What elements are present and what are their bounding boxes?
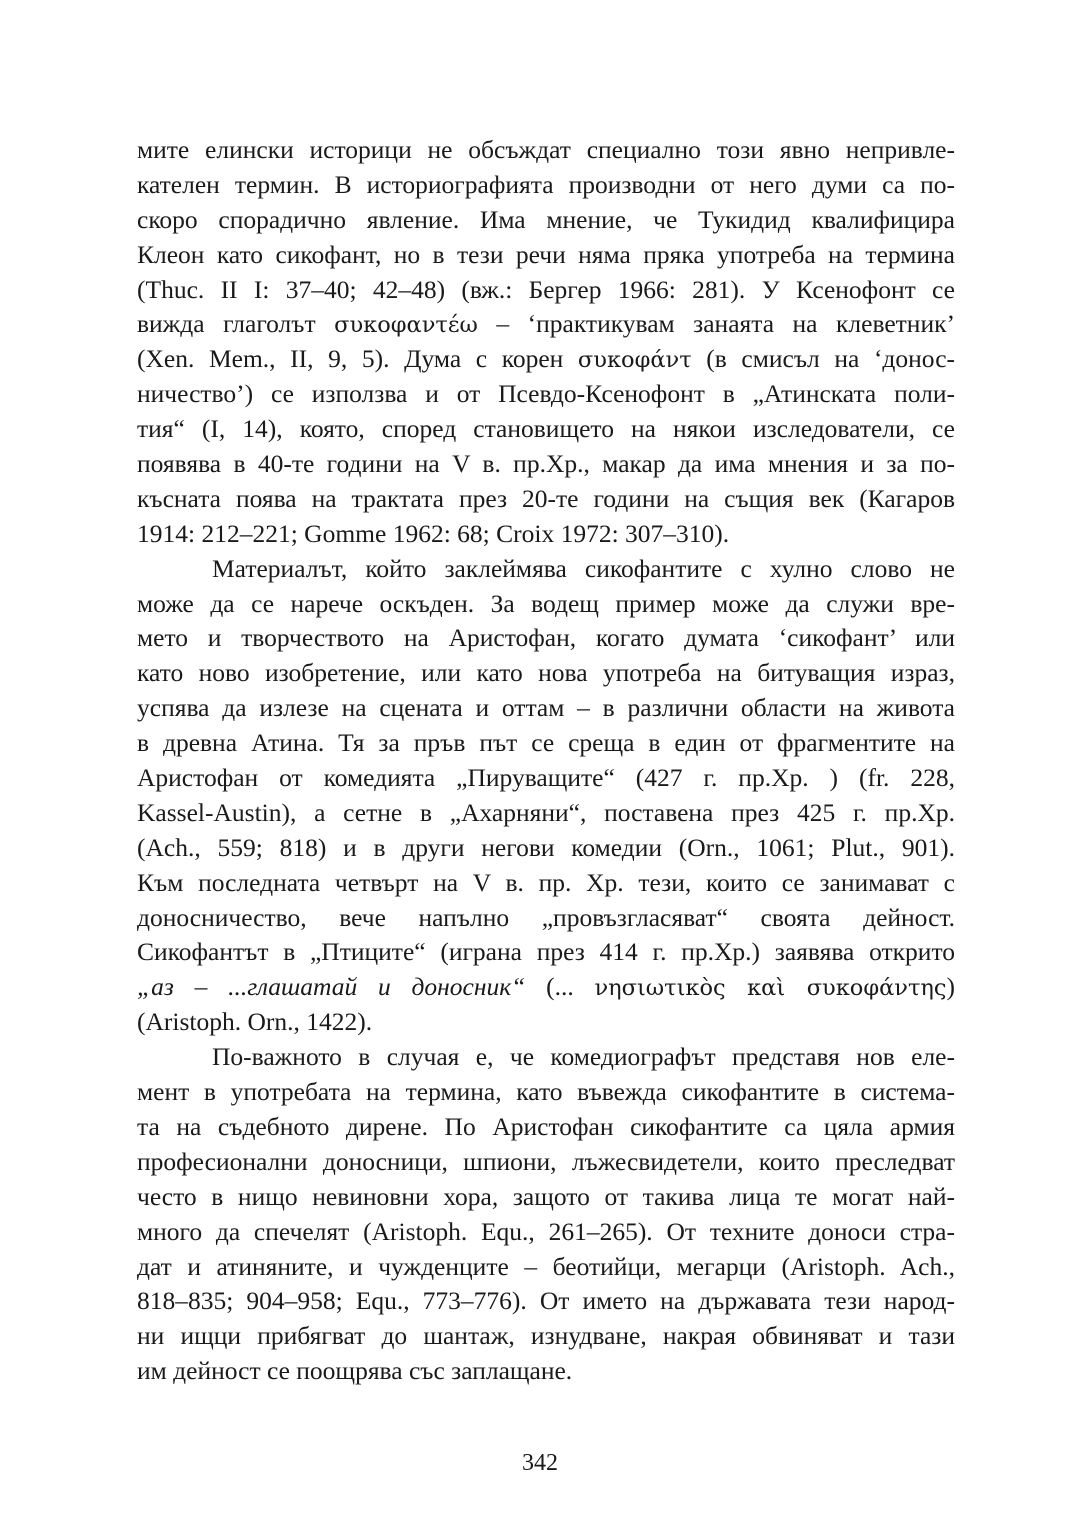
text-line: им дейност се поощрява със заплащане. (137, 1356, 573, 1386)
text-line: Kassel-Austin), а сетне в „Ахарняни“, поставена през 425 г. пр.Хр. (137, 797, 955, 827)
text-line: може да се нарече оскъден. За водещ пример може да служи вре- (137, 588, 955, 618)
text-body (137, 133, 955, 1389)
text-line: (Thuc. II I: 37–40; 42–48) (вж.: Бергер 1966: 281). У Ксенофонт се (137, 274, 955, 304)
text-line: 818–835; 904–958; Equ., 773–776). От името на държавата тези народ- (137, 1286, 955, 1316)
text-line: Сикофантът в „Птиците“ (играна през 414 г. пр.Хр.) заявява открито (137, 937, 955, 967)
text-line: тия“ (I, 14), която, според становището на някои изследователи, се (137, 414, 955, 444)
paragraph-3 (137, 1040, 955, 1389)
text-line: 1914: 212–221; Gomme 1962: 68; Croix 1972: 307–310). (137, 518, 730, 548)
text-line: кателен термин. В историографията производни от него думи са по- (137, 169, 955, 199)
text-line: професионални доносници, шпиони, лъжесвидетели, които преследват (137, 1146, 955, 1176)
text-line: Аристофан от комедията „Пируващите“ (427 г. пр.Хр. ) (fr. 228, (137, 763, 955, 793)
text-line: вижда глаголът συκοφαντέω – ‘практикувам занаята на клеветник’ (137, 309, 955, 339)
text-line: (Aristoph. Orn., 1422). (137, 1007, 373, 1037)
paragraph-1 (137, 133, 955, 552)
text-line: мите елински историци не обсъждат специално този явно непривле- (137, 135, 955, 164)
text-line: скоро спорадично явление. Има мнение, че Тукидид квалифицира (137, 204, 955, 234)
paragraph-2 (137, 552, 955, 1040)
text-line: мето и творчеството на Аристофан, когато думата ‘сикофант’ или (137, 623, 955, 653)
text-line: в древна Атина. Тя за пръв път се среща в един от фрагментите на (137, 728, 955, 758)
text-line: ничество’) се използва и от Псевдо-Ксенофонт в „Атинската поли- (137, 379, 955, 409)
text-line: мент в употребата на термина, като въвежда сикофантите в система- (137, 1077, 955, 1107)
text-line: та на съдебното дирене. По Аристофан сикофантите са цяла армия (137, 1111, 955, 1141)
text-line: „аз – ...глашатай и доносник“ (... νησιωτικὸς καὶ συκοφάντης) (137, 972, 956, 1002)
text-line: Материалът, който заклеймява сикофантите с хулно слово не (212, 553, 955, 583)
text-line: много да спечелят (Aristoph. Equ., 261–265). От техните доноси стра- (137, 1216, 955, 1246)
italic-quote: „аз – ...глашатай и доносник“ (137, 972, 526, 1002)
text-line: успява да излезе на сцената и оттам – в различни области на живота (137, 693, 955, 723)
greek-term: νησιωτικὸς καὶ συκοφάντης (594, 975, 947, 1002)
text-line: Към последната четвърт на V в. пр. Хр. тези, които се занимават с (137, 867, 955, 897)
text-line: (Ach., 559; 818) и в други негови комедии (Orn., 1061; Plut., 901). (137, 832, 955, 862)
text-line: По-важното в случая е, че комедиографът представя нов еле- (212, 1042, 955, 1072)
text-line: като ново изобретение, или като нова употреба на битуващия израз, (137, 658, 955, 688)
page-number: 342 (522, 1450, 558, 1476)
text-line: често в нищо невиновни хора, защото от такива лица те могат най- (137, 1181, 955, 1211)
text-line: появява в 40-те години на V в. пр.Хр., макар да има мнения и за по- (137, 449, 955, 479)
text-line: доносничество, вече напълно „провъзгласяват“ своята дейност. (137, 902, 955, 932)
text-line: (Xen. Mem., II, 9, 5). Дума с корен συκοφάντ (в смисъл на ‘донос- (137, 344, 955, 374)
greek-term: συκοφαντέω (334, 312, 478, 339)
text-line: късната поява на трактата през 20-те години на същия век (Кагаров (137, 483, 955, 513)
text-line: дат и атиняните, и чужденците – беотийци, мегарци (Aristoph. Ach., (137, 1251, 955, 1281)
greek-term: συκοφάντ (577, 347, 692, 374)
text-line: Клеон като сикофант, но в тези речи няма пряка употреба на термина (137, 239, 955, 269)
text-line: ни ищци прибягват до шантаж, изнудване, накрая обвиняват и тази (137, 1321, 955, 1351)
